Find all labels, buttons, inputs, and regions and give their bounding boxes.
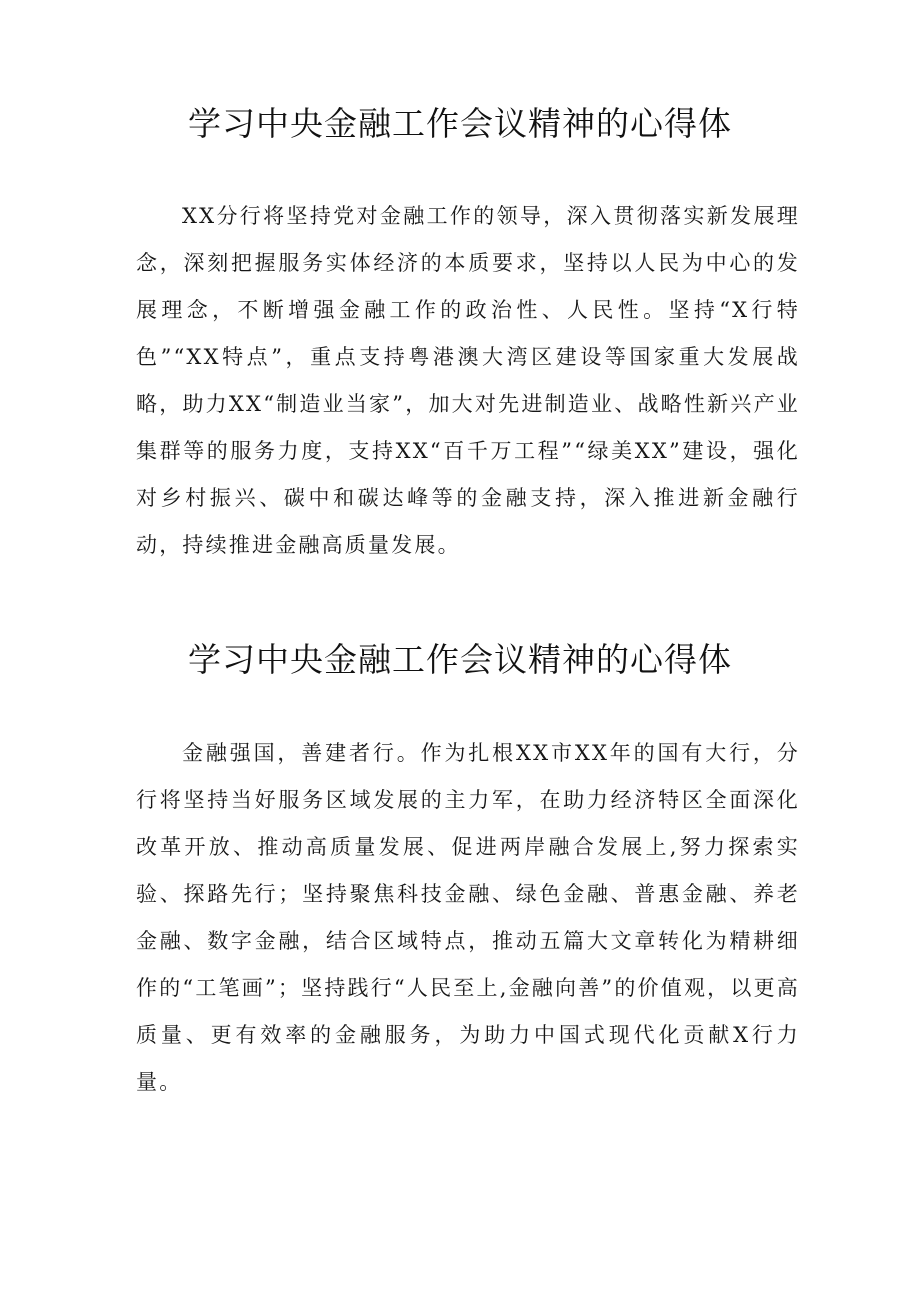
section-paragraph-1: XX分行将坚持党对金融工作的领导，深入贯彻落实新发展理念，深刻把握服务实体经济的本质要求，坚持以人民为中心的发展理念，不断增强金融工作的政治性、人民性。坚持“X行特色”“XX特点”，重点支持粤港澳大湾区建设等国家重大发展战略，助力XX“制造业当家”，加大对先进制造业、战略性新兴产业集群等的服务力度，支持XX“百千万工程”“绿美XX”建设，强化对乡村振兴、碳中和碳达峰等的金融支持，深入推进新金融行动，持续推进金融高质量发展。 xyxy=(136,204,800,557)
section-title-2: 学习中央金融工作会议精神的心得体 xyxy=(188,640,732,679)
section-title-1: 学习中央金融工作会议精神的心得体 xyxy=(188,104,732,143)
section-paragraph-2: 金融强国，善建者行。作为扎根XX市XX年的国有大行，分行将坚持当好服务区域发展的主力军，在助力经济特区全面深化改革开放、推动高质量发展、促进两岸融合发展上,努力探索实验、探路先行；坚持聚焦科技金融、绿色金融、普惠金融、养老金融、数字金融，结合区域特点，推动五篇大文章转化为精耕细作的“工笔画”；坚持践行“人民至上,金融向善”的价值观，以更高质量、更有效率的金融服务，为助力中国式现代化贡献X行力量。 xyxy=(136,741,800,1094)
